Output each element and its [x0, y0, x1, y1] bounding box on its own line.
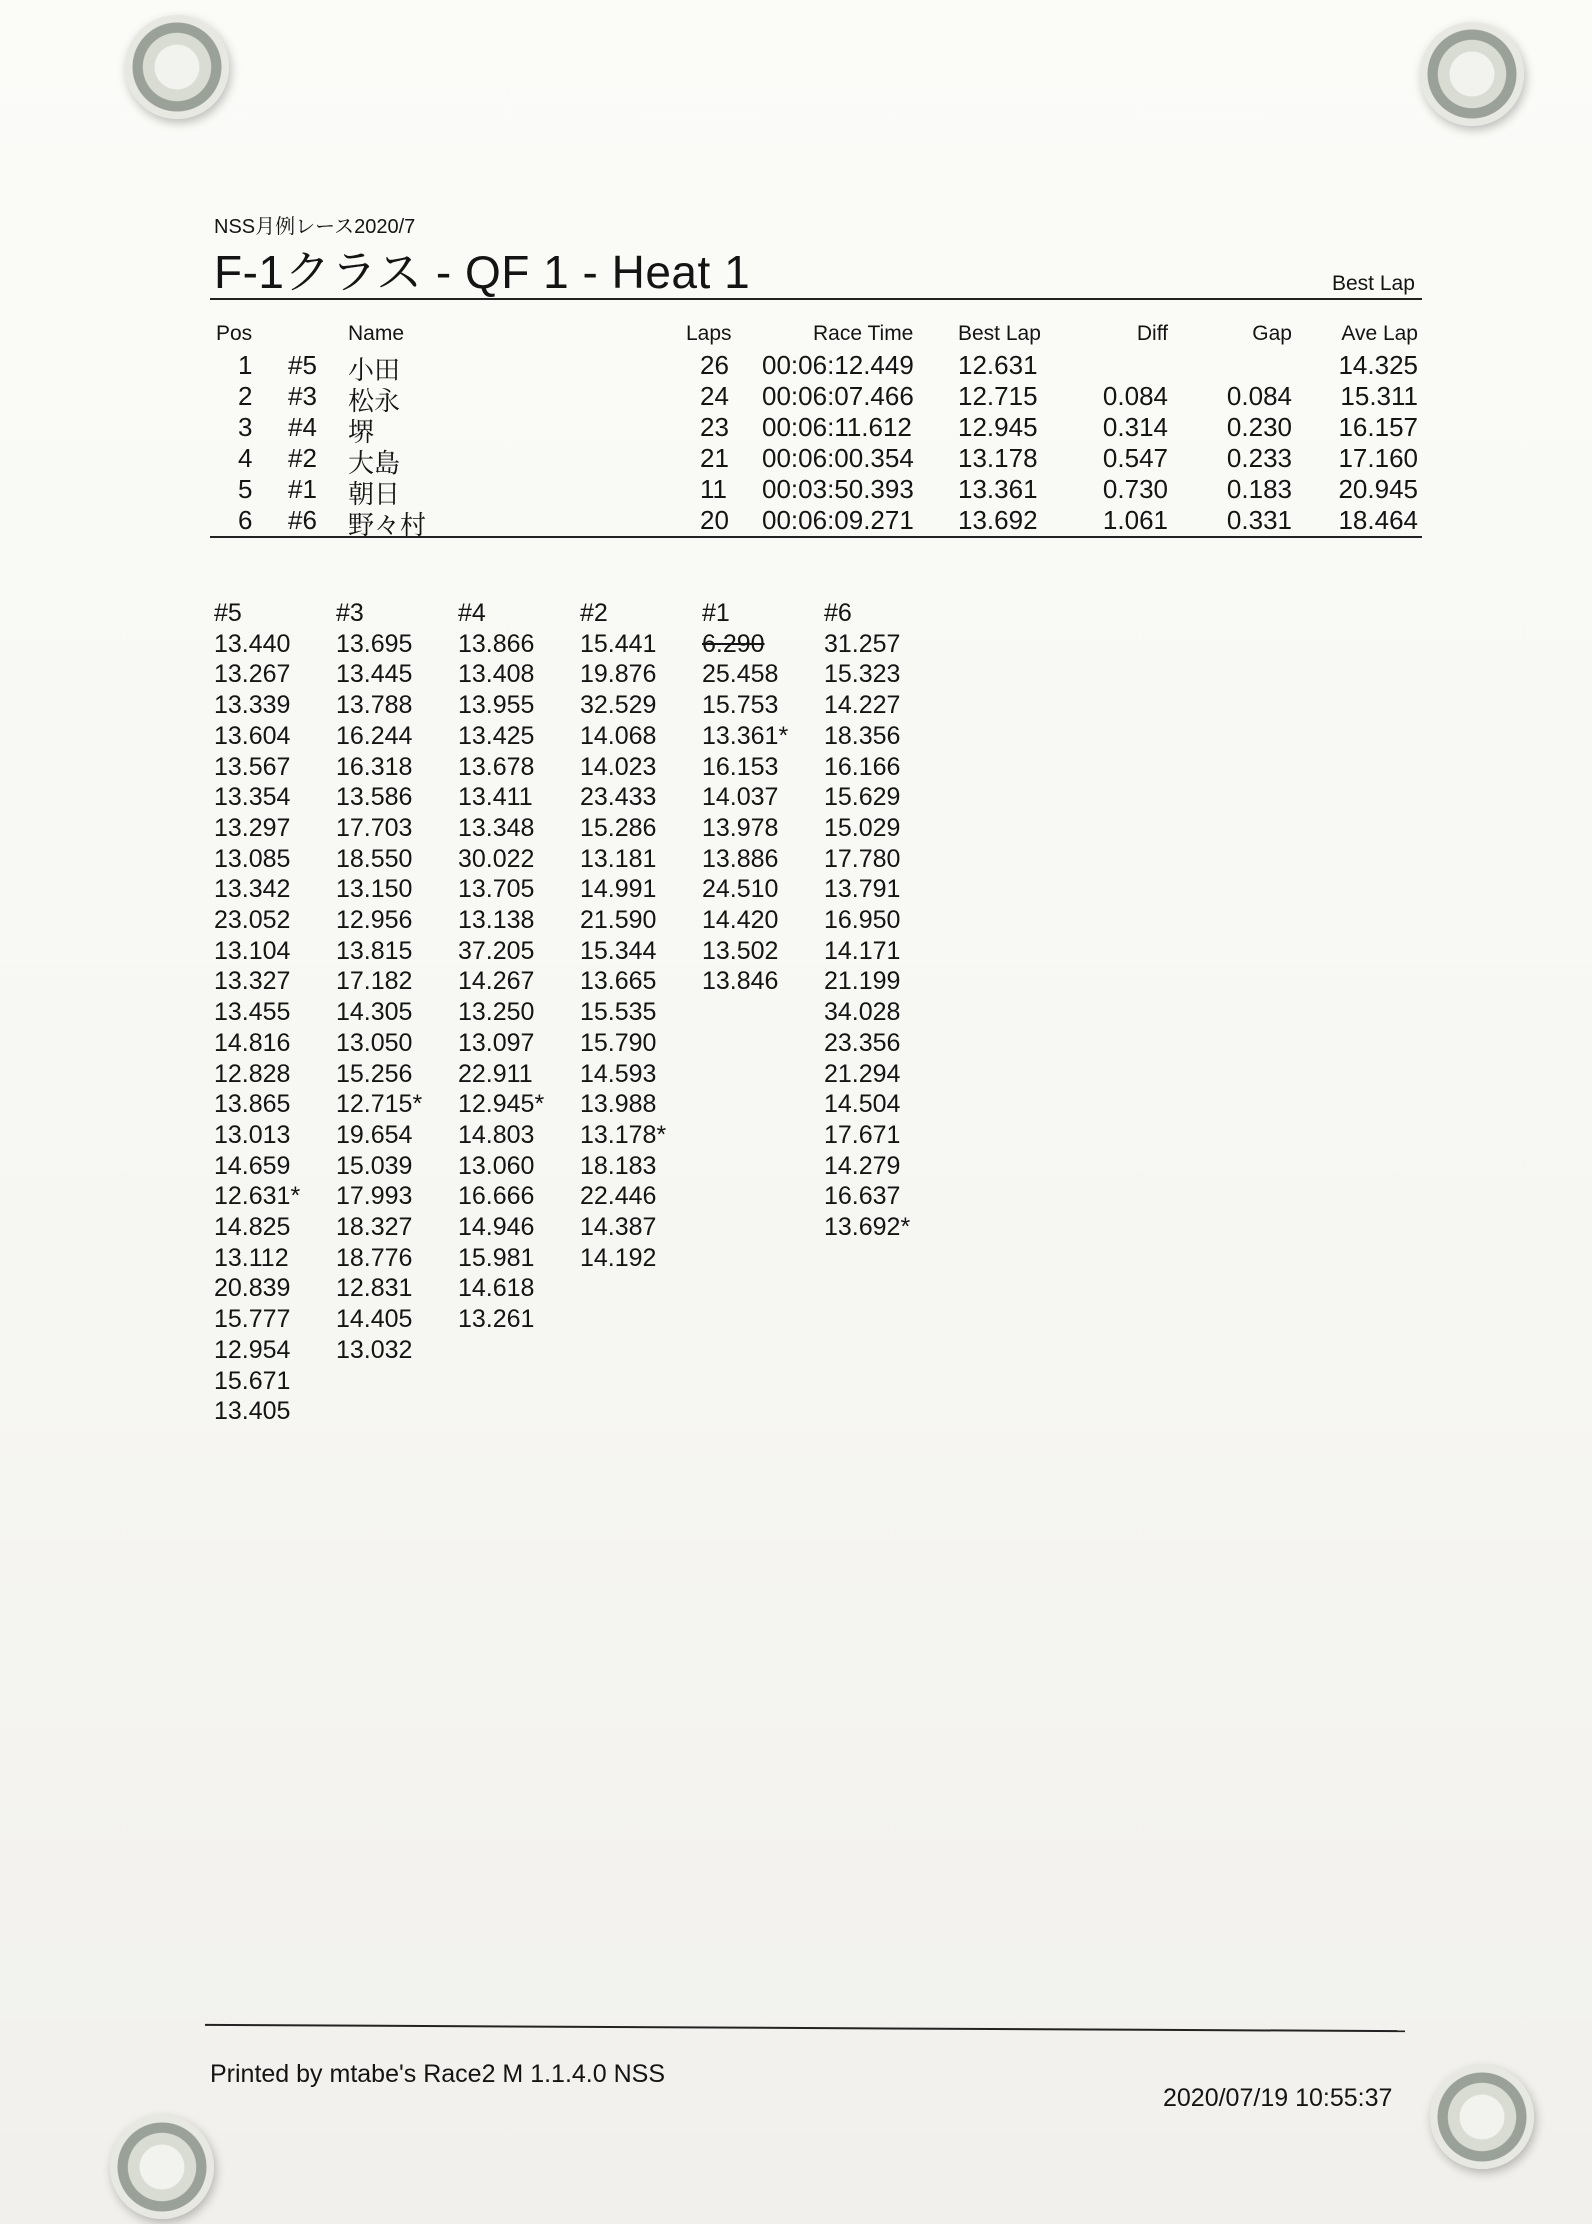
lap-time: 14.659: [214, 1151, 291, 1180]
lap-time: 13.567: [214, 752, 291, 781]
result-laps: 20: [700, 505, 729, 535]
result-race-time: 00:06:09.271: [762, 505, 914, 535]
lap-time: 13.267: [214, 660, 291, 689]
lap-time: 13.678: [458, 752, 535, 781]
result-diff: 0.730: [1102, 474, 1168, 504]
lap-column: [702, 598, 788, 997]
printed-by: Printed by mtabe's Race2 M 1.1.4.0 NSS: [210, 2060, 665, 2088]
lap-time: 13.013: [214, 1120, 291, 1149]
lap-time: 13.297: [214, 813, 291, 842]
header-divider: [210, 298, 1422, 300]
lap-time: 13.327: [214, 967, 291, 996]
page-title: F-1クラス - QF 1 - Heat 1: [214, 246, 751, 298]
lap-time: 14.803: [458, 1120, 535, 1149]
result-no: #6: [288, 505, 317, 535]
result-ave-lap: 18.464: [1338, 505, 1418, 535]
lap-time: 14.068: [580, 721, 657, 750]
lap-time: 13.354: [214, 783, 291, 812]
result-best-lap: 12.715: [958, 381, 1038, 411]
lap-time: 14.420: [702, 906, 779, 935]
lap-time: 13.178*: [580, 1120, 667, 1149]
magnet-bottom-left: [110, 2115, 214, 2219]
magnet-bottom-right: [1430, 2065, 1534, 2169]
result-row: [0, 505, 1592, 540]
result-name: 野々村: [348, 510, 427, 540]
result-no: #3: [288, 381, 317, 411]
results-header: [0, 322, 1592, 352]
result-laps: 26: [700, 350, 729, 380]
result-pos: 4: [238, 443, 253, 473]
lap-time: 13.695: [336, 629, 413, 658]
header-best-lap: Best Lap: [958, 322, 1041, 345]
lap-time: 14.227: [824, 691, 901, 720]
lap-time: 13.791: [824, 875, 901, 904]
result-race-time: 00:06:12.449: [762, 350, 914, 380]
result-no: #1: [288, 474, 317, 504]
lap-time: 25.458: [702, 660, 779, 689]
result-gap: 0.233: [1226, 443, 1292, 473]
lap-time: 22.446: [580, 1182, 657, 1211]
result-ave-lap: 14.325: [1338, 350, 1418, 380]
lap-time: 16.666: [458, 1182, 535, 1211]
lap-column-header: #4: [458, 599, 486, 627]
lap-time: 13.865: [214, 1090, 291, 1119]
result-diff: 0.314: [1102, 412, 1168, 442]
lap-time: 12.954: [214, 1335, 291, 1364]
lap-time: 23.052: [214, 906, 291, 935]
lap-time: 13.405: [214, 1397, 291, 1426]
lap-time: 18.327: [336, 1213, 413, 1242]
lap-time: 13.085: [214, 844, 291, 873]
lap-time: 23.356: [824, 1028, 901, 1057]
result-name: 松永: [348, 386, 401, 416]
header-pos: Pos: [216, 322, 253, 345]
lap-time: 14.023: [580, 752, 657, 781]
lap-time: 15.790: [580, 1028, 657, 1057]
lap-time: 13.604: [214, 721, 291, 750]
lap-time: 13.250: [458, 998, 535, 1027]
result-ave-lap: 15.311: [1340, 381, 1418, 411]
lap-time: 13.788: [336, 691, 413, 720]
lap-time: 13.261: [458, 1305, 535, 1334]
magnet-top-left: [125, 15, 229, 119]
lap-time: 15.286: [580, 813, 657, 842]
lap-time: 13.032: [336, 1335, 413, 1364]
lap-time: 18.550: [336, 844, 413, 873]
lap-time: 32.529: [580, 691, 657, 720]
lap-time: 37.205: [458, 936, 535, 965]
lap-time: 22.911: [458, 1059, 533, 1088]
lap-time: 14.037: [702, 783, 779, 812]
lap-time: 12.715*: [336, 1090, 423, 1119]
lap-column: [580, 598, 666, 1273]
result-gap: 0.084: [1226, 381, 1292, 411]
lap-time: 15.753: [702, 691, 779, 720]
lap-time: 13.339: [214, 691, 291, 720]
lap-time-struck: 6.290: [702, 629, 765, 658]
lap-time: 13.978: [702, 813, 779, 842]
result-row: [0, 412, 1592, 447]
lap-time: 13.988: [580, 1090, 657, 1119]
result-name: 大島: [348, 448, 401, 478]
lap-time: 13.112: [214, 1243, 289, 1272]
lap-time: 14.267: [458, 967, 535, 996]
lap-time: 14.946: [458, 1213, 535, 1242]
lap-time: 14.618: [458, 1274, 535, 1303]
lap-time: 16.637: [824, 1182, 901, 1211]
result-no: #4: [288, 412, 317, 442]
lap-time: 30.022: [458, 844, 535, 873]
result-race-time: 00:06:11.612: [762, 412, 912, 442]
lap-time: 13.955: [458, 691, 535, 720]
result-no: #2: [288, 443, 317, 473]
lap-time: 15.671: [214, 1366, 291, 1395]
result-pos: 6: [238, 505, 253, 535]
lap-time: 16.166: [824, 752, 901, 781]
lap-time: 23.433: [580, 783, 657, 812]
lap-time: 13.502: [702, 936, 779, 965]
lap-time: 15.256: [336, 1059, 413, 1088]
result-row: [0, 350, 1592, 385]
results-divider: [210, 536, 1422, 538]
lap-time: 16.244: [336, 721, 413, 750]
lap-column-header: #5: [214, 599, 242, 627]
lap-time: 13.150: [336, 875, 413, 904]
lap-time: 17.671: [824, 1120, 901, 1149]
lap-time: 17.993: [336, 1182, 413, 1211]
magnet-top-right: [1420, 22, 1524, 126]
header-name: Name: [348, 322, 405, 345]
lap-time: 13.846: [702, 967, 779, 996]
lap-time: 13.060: [458, 1151, 535, 1180]
lap-time: 15.777: [214, 1305, 291, 1334]
lap-time: 15.029: [824, 813, 901, 842]
lap-time: 15.441: [580, 629, 657, 658]
lap-time: 19.654: [336, 1120, 413, 1149]
lap-time: 13.104: [214, 936, 291, 965]
result-race-time: 00:06:07.466: [762, 381, 914, 411]
result-best-lap: 12.631: [958, 350, 1038, 380]
lap-time: 14.504: [824, 1090, 901, 1119]
result-best-lap: 12.945: [958, 412, 1038, 442]
lap-time: 13.050: [336, 1028, 413, 1057]
lap-time: 16.950: [824, 906, 901, 935]
result-laps: 24: [700, 381, 729, 411]
result-row: [0, 474, 1592, 509]
lap-time: 14.991: [580, 875, 657, 904]
lap-time: 20.839: [214, 1274, 291, 1303]
lap-time: 14.405: [336, 1305, 413, 1334]
header-ave-lap: Ave Lap: [1341, 322, 1418, 345]
lap-time: 13.342: [214, 875, 291, 904]
result-laps: 11: [700, 474, 727, 504]
lap-time: 21.294: [824, 1059, 901, 1088]
lap-time: 13.348: [458, 813, 535, 842]
print-timestamp: 2020/07/19 10:55:37: [1163, 2084, 1393, 2112]
lap-column: [458, 598, 544, 1335]
result-name: 小田: [348, 355, 401, 385]
header-laps: Laps: [686, 322, 732, 345]
lap-column: [824, 598, 910, 1243]
lap-time: 13.665: [580, 967, 657, 996]
lap-time: 13.138: [458, 906, 535, 935]
lap-time: 17.780: [824, 844, 901, 873]
lap-time: 34.028: [824, 998, 901, 1027]
lap-time: 12.945*: [458, 1090, 545, 1119]
lap-column-header: #2: [580, 599, 608, 627]
result-ave-lap: 16.157: [1338, 412, 1418, 442]
lap-time: 15.039: [336, 1151, 413, 1180]
lap-time: 12.956: [336, 906, 413, 935]
lap-time: 13.705: [458, 875, 535, 904]
result-ave-lap: 20.945: [1338, 474, 1418, 504]
result-row: [0, 381, 1592, 416]
lap-time: 13.815: [336, 936, 413, 965]
lap-time: 13.408: [458, 660, 535, 689]
lap-column-header: #6: [824, 599, 852, 627]
lap-time: 12.631*: [214, 1182, 301, 1211]
lap-time: 15.323: [824, 660, 901, 689]
lap-column-header: #1: [702, 599, 730, 627]
result-pos: 1: [238, 350, 253, 380]
lap-time: 31.257: [824, 629, 901, 658]
result-gap: 0.331: [1226, 505, 1292, 535]
header-gap: Gap: [1252, 322, 1292, 345]
result-gap: 0.230: [1226, 412, 1292, 442]
lap-time: 18.183: [580, 1151, 657, 1180]
lap-time: 15.981: [458, 1243, 535, 1272]
lap-time: 21.590: [580, 906, 657, 935]
lap-time: 14.593: [580, 1059, 657, 1088]
lap-time: 14.816: [214, 1028, 291, 1057]
lap-time: 16.153: [702, 752, 779, 781]
lap-time: 14.387: [580, 1213, 657, 1242]
result-pos: 2: [238, 381, 253, 411]
lap-time: 15.535: [580, 998, 657, 1027]
lap-time: 13.097: [458, 1028, 535, 1057]
lap-time: 14.171: [824, 936, 901, 965]
event-name: NSS月例レース2020/7: [214, 216, 416, 238]
lap-time: 13.455: [214, 998, 291, 1027]
lap-time: 14.825: [214, 1213, 291, 1242]
lap-time: 17.703: [336, 813, 413, 842]
lap-time: 13.692*: [824, 1213, 911, 1242]
lap-time: 14.279: [824, 1151, 901, 1180]
result-race-time: 00:03:50.393: [762, 474, 914, 504]
lap-time: 13.866: [458, 629, 535, 658]
result-ave-lap: 17.160: [1338, 443, 1418, 473]
lap-time: 21.199: [824, 967, 901, 996]
lap-time: 17.182: [336, 967, 413, 996]
lap-column: [336, 598, 422, 1366]
result-pos: 3: [238, 412, 253, 442]
result-best-lap: 13.692: [958, 505, 1038, 535]
result-name: 朝日: [348, 479, 401, 509]
result-diff: 0.547: [1102, 443, 1168, 473]
lap-time: 24.510: [702, 875, 779, 904]
lap-time: 13.440: [214, 629, 291, 658]
result-diff: 1.061: [1102, 505, 1168, 535]
lap-time: 16.318: [336, 752, 413, 781]
lap-time: 15.629: [824, 783, 901, 812]
lap-time: 13.181: [580, 844, 657, 873]
result-race-time: 00:06:00.354: [762, 443, 914, 473]
lap-time: 13.886: [702, 844, 779, 873]
lap-time: 13.586: [336, 783, 413, 812]
result-diff: 0.084: [1102, 381, 1168, 411]
lap-time: 18.356: [824, 721, 901, 750]
lap-time: 14.305: [336, 998, 413, 1027]
result-row: [0, 443, 1592, 478]
result-laps: 21: [700, 443, 729, 473]
lap-time: 12.831: [336, 1274, 413, 1303]
lap-time: 15.344: [580, 936, 657, 965]
lap-time: 13.445: [336, 660, 413, 689]
result-laps: 23: [700, 412, 729, 442]
header-diff: Diff: [1136, 322, 1168, 345]
result-best-lap: 13.361: [958, 474, 1038, 504]
result-no: #5: [288, 350, 317, 380]
lap-time: 14.192: [580, 1243, 657, 1272]
lap-column: [214, 598, 300, 1427]
lap-time: 13.361*: [702, 721, 789, 750]
lap-column-header: #3: [336, 599, 364, 627]
lap-time: 18.776: [336, 1243, 413, 1272]
result-gap: 0.183: [1226, 474, 1292, 504]
lap-time: 19.876: [580, 660, 657, 689]
lap-time: 13.411: [458, 783, 533, 812]
best-lap-corner-label: Best Lap: [1332, 272, 1415, 295]
header-race-time: Race Time: [813, 322, 914, 345]
lap-time: 13.425: [458, 721, 535, 750]
lap-time: 12.828: [214, 1059, 291, 1088]
result-pos: 5: [238, 474, 253, 504]
result-best-lap: 13.178: [958, 443, 1038, 473]
result-name: 堺: [348, 417, 375, 447]
